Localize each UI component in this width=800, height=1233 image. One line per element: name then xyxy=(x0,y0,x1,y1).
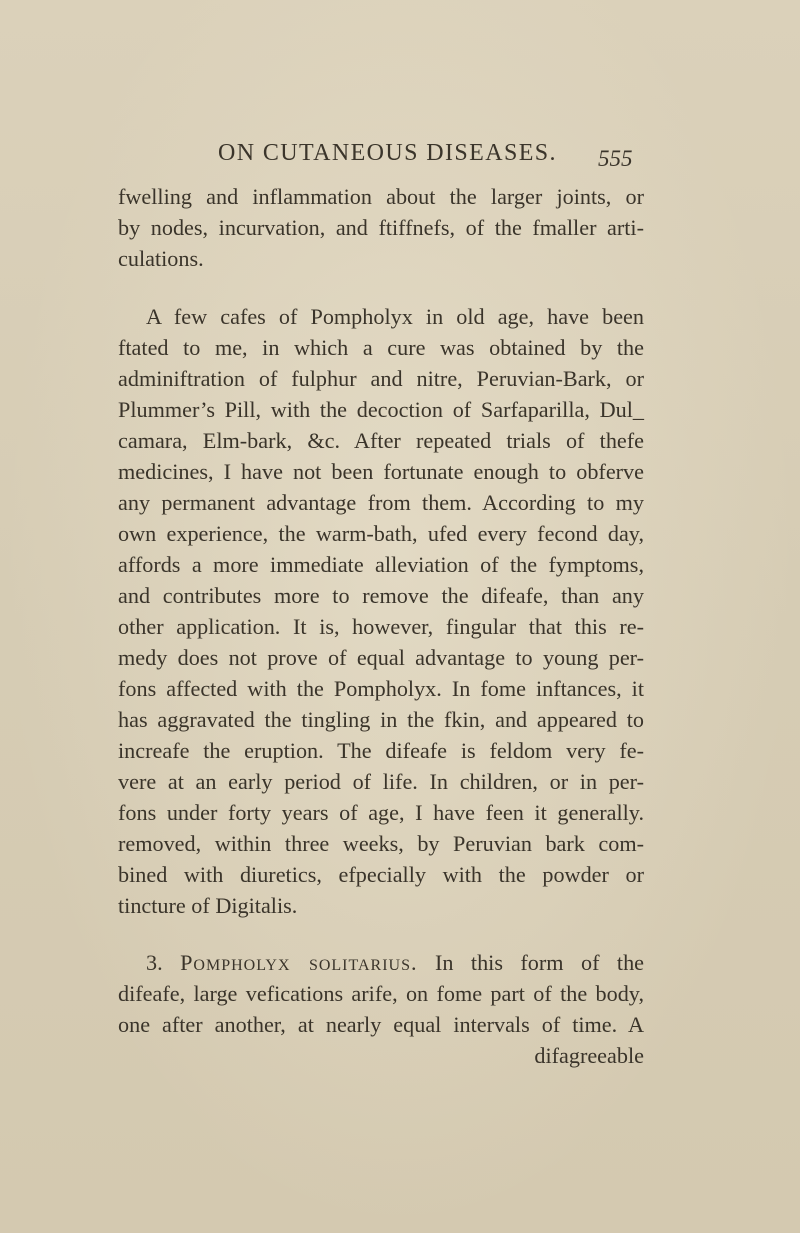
text-line: fwelling and inflammation about the larger joints, or xyxy=(118,184,644,209)
text-line: increafe the eruption. The difeafe is feldom very fe- xyxy=(118,738,644,763)
text-line: difeafe, large vefications arife, on fome part of the body, xyxy=(118,981,644,1006)
running-head: ON CUTANEOUS DISEASES. xyxy=(218,140,557,166)
text-line: fons affected with the Pompholyx. In fome inftances, it xyxy=(118,676,644,701)
text-line: any permanent advantage from them. According to my xyxy=(118,490,644,515)
text-line: removed, within three weeks, by Peruvian bark com- xyxy=(118,831,644,856)
section-heading-line xyxy=(146,948,644,978)
text-line: one after another, at nearly equal intervals of time. A xyxy=(118,1012,644,1037)
text-line: Plummer’s Pill, with the decoction of Sarfaparilla, Dul_ xyxy=(118,397,644,422)
text-line: tincture of Digitalis. xyxy=(118,893,298,918)
text-line: other application. It is, however, fingular that this re- xyxy=(118,614,644,639)
section-number: 3. xyxy=(146,950,163,975)
text-line: medicines, I have not been fortunate enough to obferve xyxy=(118,459,644,484)
text-line: vere at an early period of life. In children, or in per- xyxy=(118,769,644,794)
text-line: adminiftration of fulphur and nitre, Peruvian-Bark, or xyxy=(118,366,644,391)
text-line: ftated to me, in which a cure was obtained by the xyxy=(118,335,644,360)
text-line: A few cafes of Pompholyx in old age, have been xyxy=(146,304,644,329)
section-first-line-text: In this form of the xyxy=(435,950,645,975)
text-line: by nodes, incurvation, and ftiffnefs, of the fmaller arti- xyxy=(118,215,644,240)
text-line: medy does not prove of equal advantage to young per- xyxy=(118,645,644,670)
text-line: fons under forty years of age, I have feen it generally. xyxy=(118,800,644,825)
catchword: difagreeable xyxy=(534,1043,644,1068)
text-line: own experience, the warm-bath, ufed every fecond day, xyxy=(118,521,644,546)
text-line: bined with diuretics, efpecially with the powder or xyxy=(118,862,644,887)
text-line: and contributes more to remove the difeafe, than any xyxy=(118,583,644,608)
text-line: camara, Elm-bark, &c. After repeated trials of thefe xyxy=(118,428,644,453)
page-number: 555 xyxy=(598,146,633,171)
section-title: Pompholyx solitarius. xyxy=(180,950,418,975)
text-line: has aggravated the tingling in the fkin, and appeared to xyxy=(118,707,644,732)
text-line: culations. xyxy=(118,246,204,271)
text-line: affords a more immediate alleviation of the fymptoms, xyxy=(118,552,644,577)
